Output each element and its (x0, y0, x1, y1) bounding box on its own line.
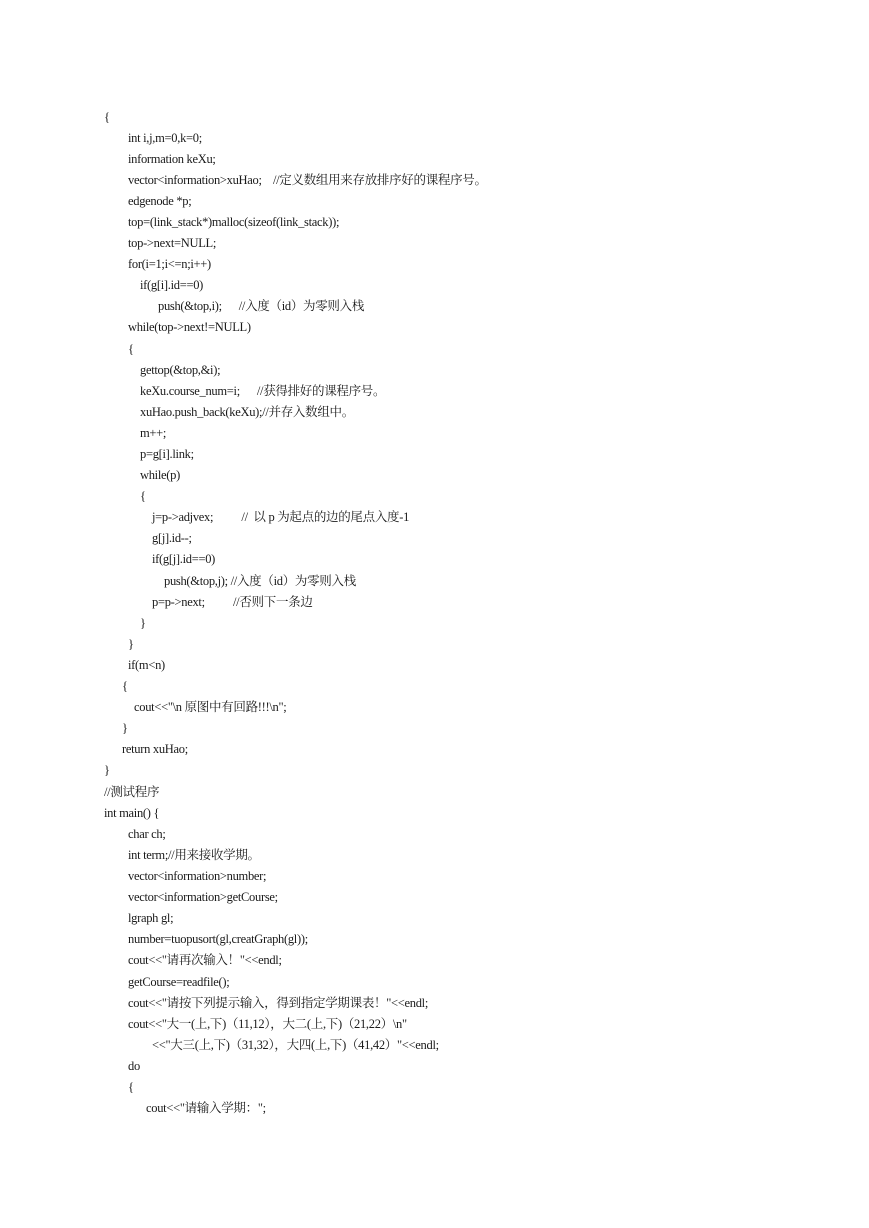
code-line: { (128, 1080, 134, 1094)
code-line: { (104, 110, 110, 124)
code-line: push(&top,i); //入度（id）为零则入栈 (158, 299, 365, 313)
code-line: //测试程序 (104, 785, 160, 799)
code-line: } (128, 637, 134, 651)
code-line: } (140, 616, 146, 630)
code-line: cout<<"请再次输入！"<<endl; (128, 953, 282, 967)
code-line: getCourse=readfile(); (128, 975, 230, 989)
code-line: int term;//用来接收学期。 (128, 848, 260, 862)
code-line: g[j].id--; (152, 531, 192, 545)
code-line: xuHao.push_back(keXu);//并存入数组中。 (140, 405, 354, 419)
code-line: return xuHao; (122, 742, 188, 756)
code-line: top->next=NULL; (128, 236, 217, 250)
code-line: while(top->next!=NULL) (128, 320, 251, 334)
code-line: cout<<"请按下列提示输入，得到指定学期课表！"<<endl; (128, 996, 429, 1010)
code-line: cout<<"请输入学期："; (146, 1101, 266, 1115)
code-line: if(g[i].id==0) (140, 278, 204, 292)
code-line: keXu.course_num=i; //获得排好的课程序号。 (140, 384, 386, 398)
code-line: <<"大三(上,下)（31,32），大四(上,下)（41,42）"<<endl; (152, 1038, 439, 1052)
code-line: j=p->adjvex; // 以 p 为起点的边的尾点入度-1 (152, 510, 410, 524)
code-line: m++; (140, 426, 167, 440)
code-line: { (122, 679, 128, 693)
code-line: number=tuopusort(gl,creatGraph(gl)); (128, 932, 308, 946)
code-line: p=p->next; //否则下一条边 (152, 595, 313, 609)
code-line: { (140, 489, 146, 503)
code-line: do (128, 1059, 140, 1073)
code-line: cout<<"\n 原图中有回路!!!\n"; (134, 700, 287, 714)
code-line: push(&top,j); //入度（id）为零则入栈 (164, 574, 356, 588)
code-line: information keXu; (128, 152, 216, 166)
code-line: int i,j,m=0,k=0; (128, 131, 202, 145)
code-line: while(p) (140, 468, 180, 482)
code-line: if(g[j].id==0) (152, 552, 216, 566)
code-line: lgraph gl; (128, 911, 174, 925)
code-line: vector<information>number; (128, 869, 267, 883)
code-line: if(m<n) (128, 658, 165, 672)
code-line: vector<information>getCourse; (128, 890, 278, 904)
code-line: gettop(&top,&i); (140, 363, 221, 377)
code-line: vector<information>xuHao; //定义数组用来存放排序好的课程序号。 (128, 173, 487, 187)
code-line: char ch; (128, 827, 166, 841)
code-line: int main() { (104, 806, 160, 820)
code-line: top=(link_stack*)malloc(sizeof(link_stack)); (128, 215, 340, 229)
code-line: } (122, 721, 128, 735)
code-line: for(i=1;i<=n;i++) (128, 257, 211, 271)
code-line: p=g[i].link; (140, 447, 194, 461)
code-line: { (128, 342, 134, 356)
code-line: edgenode *p; (128, 194, 192, 208)
code-line: cout<<"大一(上,下)（11,12），大二(上,下)（21,22）\n" (128, 1017, 407, 1031)
code-line: } (104, 763, 110, 777)
